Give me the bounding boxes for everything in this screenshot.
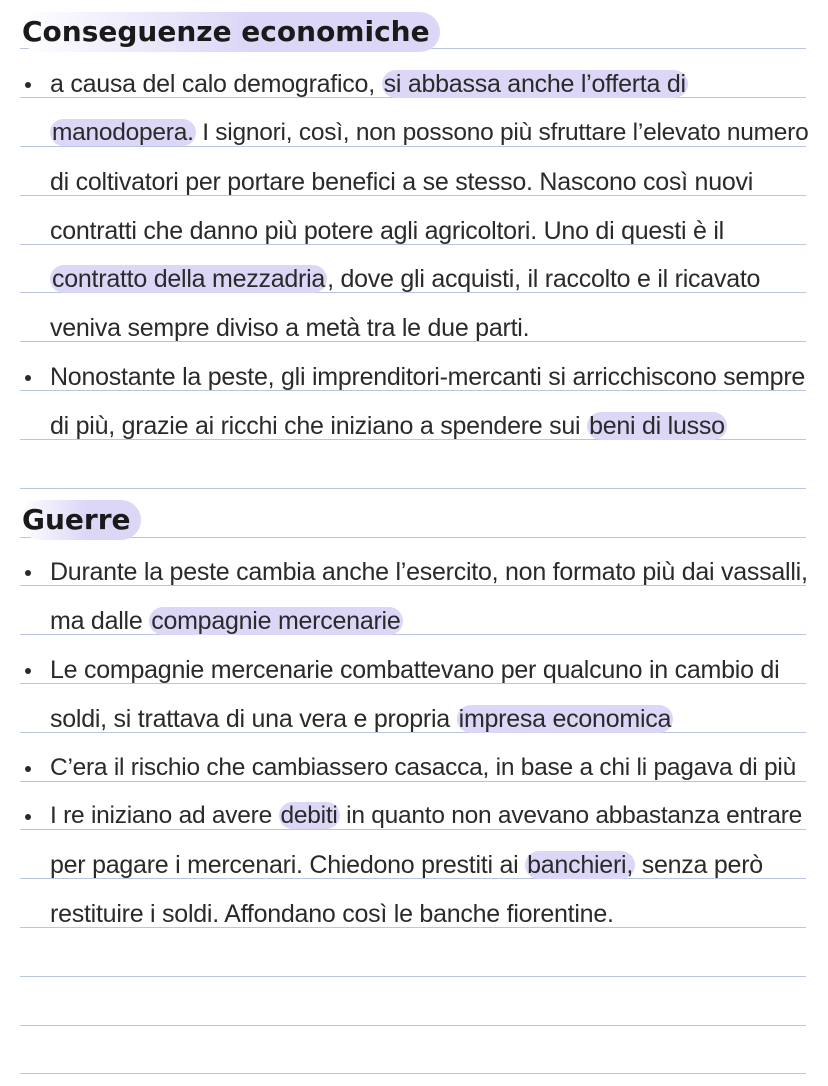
bullet-point <box>25 766 31 772</box>
ruled-line <box>20 1073 806 1074</box>
text-line: contratto della mezzadria, dove gli acquisti, il raccolto e il ricavato <box>52 265 761 293</box>
section-title-wars: Guerre <box>20 500 141 540</box>
text-line: restituire i soldi. Affondano così le banche fiorentine. <box>50 900 614 928</box>
highlight: contratto della mezzadria <box>52 265 326 293</box>
highlight: beni di lusso <box>589 412 725 440</box>
text-line: I re iniziano ad avere debiti in quanto non avevano abbastanza entrare <box>50 802 802 829</box>
text-line: per pagare i mercenari. Chiedono prestiti ai banchieri, senza però <box>50 851 763 879</box>
text-line: C’era il rischio che cambiassero casacca, in base a chi li pagava di più <box>50 754 796 781</box>
text-line: di coltivatori per portare benefici a se stesso. Nascono così nuovi <box>50 168 754 196</box>
highlight: si abbassa anche l’offerta di <box>383 70 686 98</box>
text-line: veniva sempre diviso a metà tra le due parti. <box>50 314 530 342</box>
text-line: a causa del calo demografico, si abbassa anche l’offerta di <box>50 70 686 98</box>
text-line: Durante la peste cambia anche l’esercito, non formato più dai vassalli, <box>50 558 808 586</box>
highlight: compagnie mercenarie <box>151 607 401 635</box>
bullet-point <box>25 668 31 674</box>
bullet-point <box>25 570 31 576</box>
bullet-point <box>25 82 31 88</box>
section-title-economic-consequences: Conseguenze economiche <box>20 12 440 52</box>
text-line: manodopera. I signori, così, non possono più sfruttare l’elevato numero <box>52 119 809 146</box>
ruled-line <box>20 1025 806 1026</box>
highlight: debiti <box>280 802 338 829</box>
highlight: manodopera. <box>52 119 194 146</box>
ruled-line <box>20 488 806 489</box>
highlight: banchieri, <box>527 851 634 879</box>
text-line: ma dalle compagnie mercenarie <box>50 607 401 635</box>
bullet-point <box>25 375 31 381</box>
ruled-line <box>20 976 806 977</box>
text-line: Nonostante la peste, gli imprenditori-mercanti si arricchiscono sempre <box>50 363 806 391</box>
text-line: Le compagnie mercenarie combattevano per qualcuno in cambio di <box>50 656 780 684</box>
text-line: di più, grazie ai ricchi che iniziano a spendere sui beni di lusso <box>50 412 725 440</box>
text-line: contratti che danno più potere agli agricoltori. Uno di questi è il <box>50 217 724 245</box>
highlight: impresa economica <box>458 705 672 733</box>
ruled-line <box>20 537 806 538</box>
text-line: soldi, si trattava di una vera e propria impresa economica <box>50 705 672 733</box>
bullet-point <box>25 814 31 820</box>
